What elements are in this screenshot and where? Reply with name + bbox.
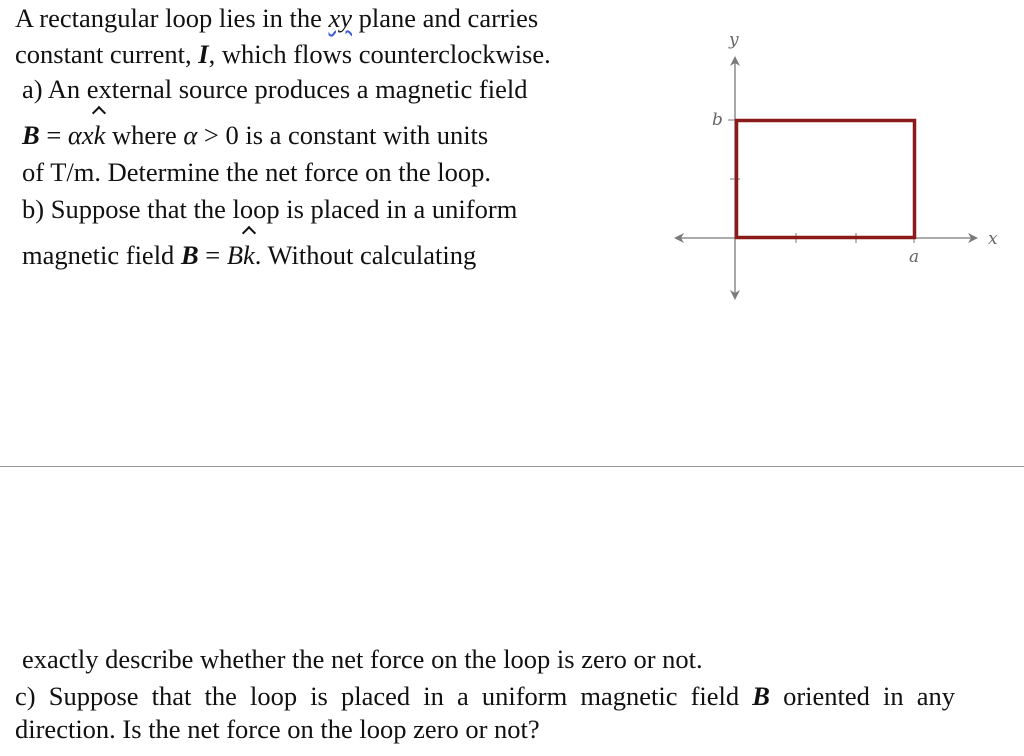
text: magnetic field — [22, 240, 181, 270]
b-tick-label: b — [712, 110, 723, 130]
field-magnitude: B — [226, 240, 244, 270]
k-hat-unit-vector: k — [243, 240, 255, 270]
text: direction. Is the net force on the loop zero or not? — [15, 714, 540, 744]
alpha-symbol: α — [67, 120, 82, 150]
a-tick-label: a — [909, 247, 920, 267]
text: constant current, — [15, 39, 199, 69]
field-symbol: B — [752, 681, 770, 711]
text: of T/m. Determine the net force on the loop. — [22, 157, 492, 187]
x-axis-label: x — [988, 229, 998, 249]
text: exactly describe whether the net force on the loop is zero or not. — [22, 644, 703, 674]
field-symbol: B — [180, 240, 199, 270]
equals: = — [198, 240, 227, 270]
plane-variable: xy — [328, 3, 353, 33]
text: a) An external source produces a magnetic field — [22, 74, 528, 104]
current-symbol: I — [198, 39, 209, 69]
text: A rectangular loop lies in the — [15, 3, 329, 33]
y-axis-label: y — [729, 30, 739, 50]
equals: = — [39, 120, 68, 150]
k-hat-unit-vector: k — [93, 120, 106, 150]
text: , which flows counterclockwise. — [208, 39, 551, 69]
text: . Without calculating — [254, 240, 477, 270]
x-variable: x — [81, 120, 94, 150]
field-symbol: B — [22, 120, 40, 150]
text: where — [105, 120, 184, 150]
text: oriented in any — [769, 681, 955, 711]
current-loop — [737, 121, 915, 238]
text: plane and carries — [352, 3, 539, 33]
text: b) Suppose that the loop is placed in a uniform — [22, 194, 518, 224]
alpha-symbol: α — [183, 120, 198, 150]
text: > 0 is a constant with units — [197, 120, 489, 150]
text: c) Suppose that the loop is placed in a uniform magnetic field — [15, 681, 753, 711]
